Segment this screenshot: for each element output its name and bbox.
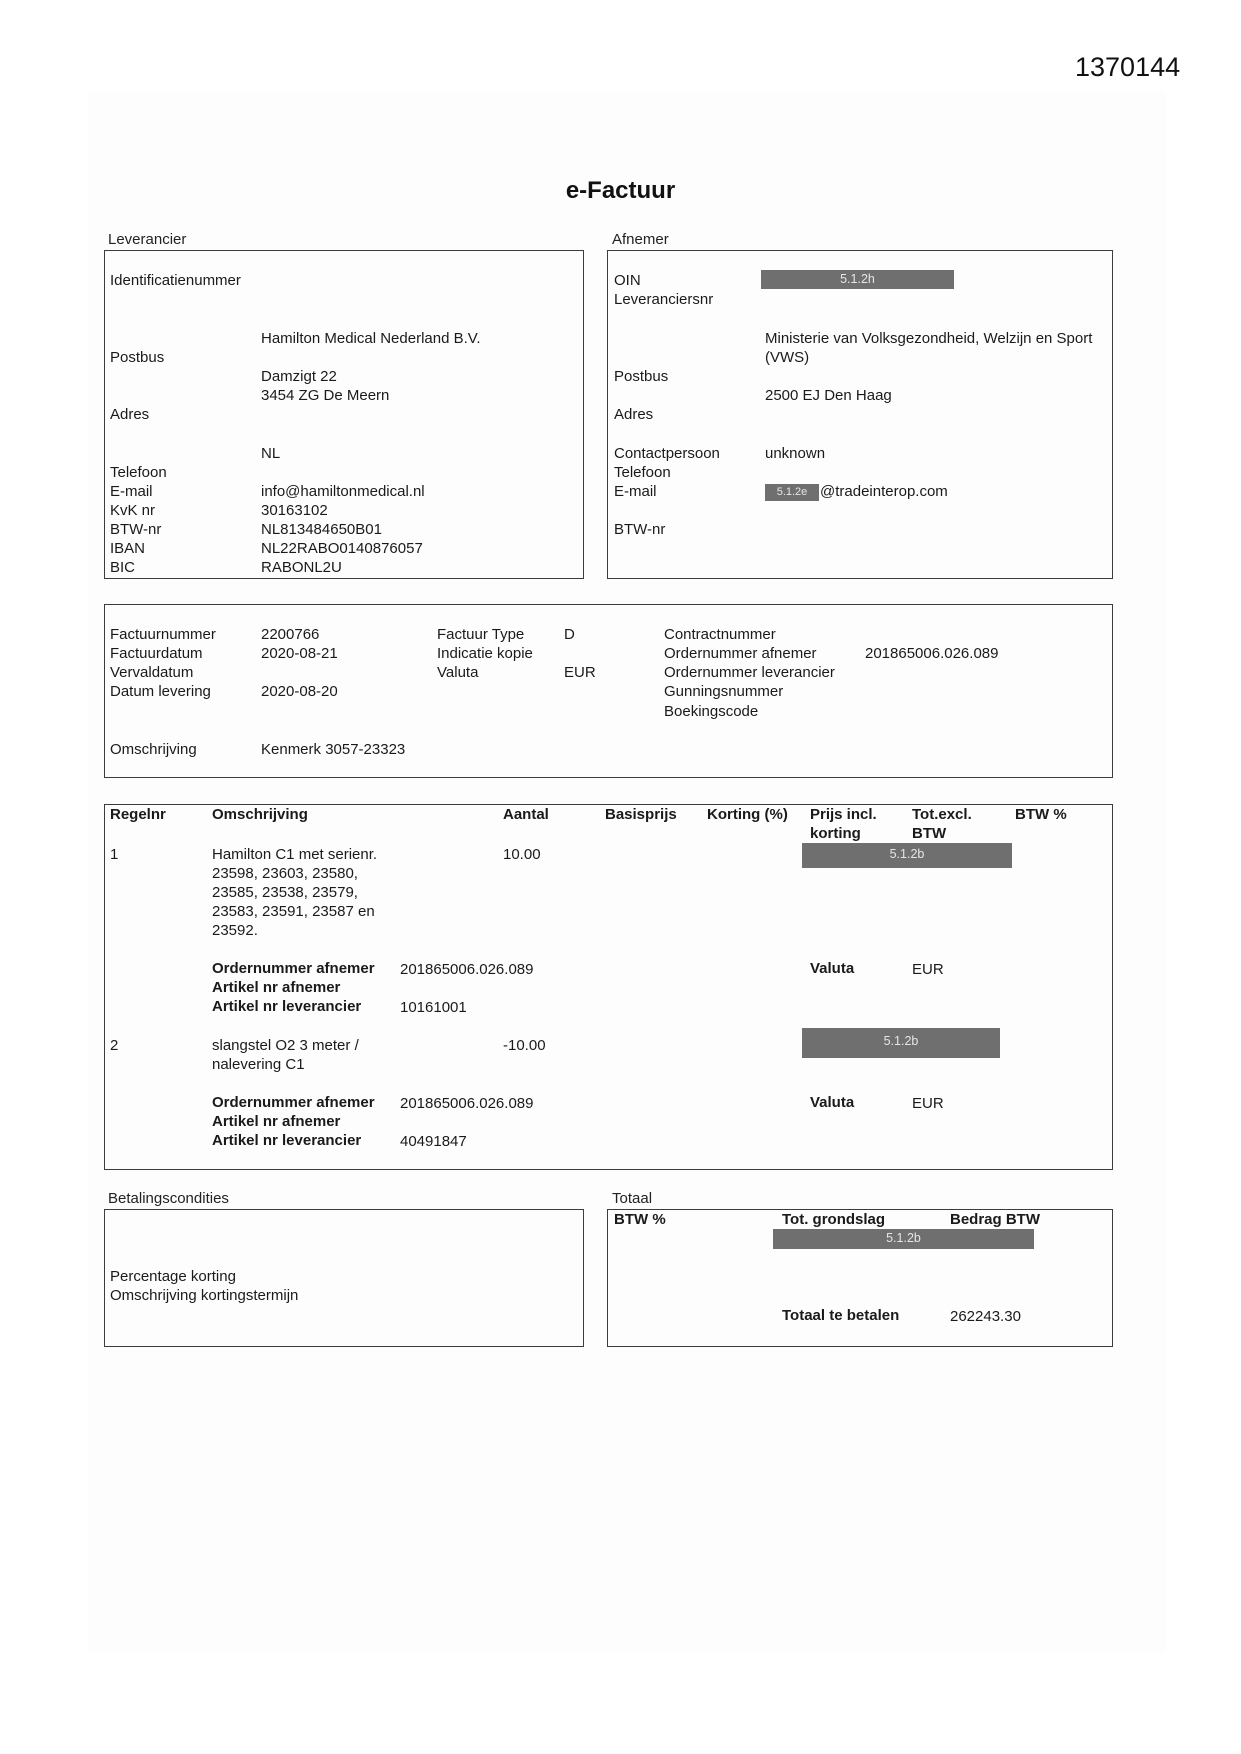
line-1-aantal: 10.00 xyxy=(503,846,541,863)
line-1-artikel-leverancier-value: 10161001 xyxy=(400,999,467,1016)
valuta-value: EUR xyxy=(564,664,596,681)
supplier-telefoon-label: Telefoon xyxy=(110,464,167,481)
totals-section-label: Totaal xyxy=(612,1190,653,1207)
document-title: e-Factuur xyxy=(565,177,676,204)
factuur-type-value: D xyxy=(564,626,575,643)
totals-bedrag-header: Bedrag BTW xyxy=(950,1211,1040,1228)
line-1-artikel-leverancier-label: Artikel nr leverancier xyxy=(212,998,362,1015)
customer-oin-label: OIN xyxy=(614,272,641,289)
line-2-artikel-leverancier-label: Artikel nr leverancier xyxy=(212,1132,362,1149)
ordernummer-leverancier-label: Ordernummer leverancier xyxy=(664,664,835,681)
factuurnummer-label: Factuurnummer xyxy=(110,626,216,643)
line-2-artikel-leverancier-value: 40491847 xyxy=(400,1133,467,1150)
valuta-label: Valuta xyxy=(437,664,479,681)
supplier-btw: NL813484650B01 xyxy=(261,521,382,538)
invoice-info-box xyxy=(104,604,1113,778)
omschrijving-value: Kenmerk 3057-23323 xyxy=(261,741,406,758)
line-2-ordernummer-label: Ordernummer afnemer xyxy=(212,1094,375,1111)
totals-btw-header: BTW % xyxy=(614,1211,666,1228)
header-korting: Korting (%) xyxy=(707,806,788,823)
line-2-redaction: 5.1.2b xyxy=(802,1028,1000,1058)
supplier-email-label: E-mail xyxy=(110,483,153,500)
payment-section-label: Betalingscondities xyxy=(108,1190,229,1207)
document-number: 1370144 xyxy=(1075,52,1181,82)
line-1-desc: 23583, 23591, 23587 en xyxy=(212,903,375,920)
datum-levering-value: 2020-08-20 xyxy=(261,683,338,700)
total-value: 262243.30 xyxy=(950,1308,1021,1325)
header-aantal: Aantal xyxy=(503,806,549,823)
email-redaction: 5.1.2e xyxy=(765,484,819,501)
line-2-valuta-label: Valuta xyxy=(810,1094,855,1111)
line-1-redaction: 5.1.2b xyxy=(802,843,1012,868)
oin-redaction: 5.1.2h xyxy=(761,270,954,289)
customer-email-label: E-mail xyxy=(614,483,657,500)
customer-postal-city: 2500 EJ Den Haag xyxy=(765,387,892,404)
customer-telefoon-label: Telefoon xyxy=(614,464,671,481)
header-prijs-incl: Prijs incl. xyxy=(810,806,877,823)
header-basisprijs: Basisprijs xyxy=(605,806,677,823)
supplier-bic-label: BIC xyxy=(110,559,136,576)
supplier-bic: RABONL2U xyxy=(261,559,342,576)
customer-email-domain: @tradeinterop.com xyxy=(820,483,948,500)
line-1-ordernummer-label: Ordernummer afnemer xyxy=(212,960,375,977)
customer-contact-label: Contactpersoon xyxy=(614,445,720,462)
total-label: Totaal te betalen xyxy=(782,1307,900,1324)
line-2-desc: slangstel O2 3 meter / xyxy=(212,1037,359,1054)
contractnummer-label: Contractnummer xyxy=(664,626,776,643)
header-prijs-incl-korting: korting xyxy=(810,825,861,842)
header-btw: BTW % xyxy=(1015,806,1067,823)
supplier-postbus-label: Postbus xyxy=(110,349,165,366)
totals-redaction: 5.1.2b xyxy=(773,1229,1034,1249)
indicatie-kopie-label: Indicatie kopie xyxy=(437,645,533,662)
header-omschrijving: Omschrijving xyxy=(212,806,308,823)
supplier-kvk-label: KvK nr xyxy=(110,502,156,519)
factuur-type-label: Factuur Type xyxy=(437,626,525,643)
line-1-desc: Hamilton C1 met serienr. xyxy=(212,846,378,863)
supplier-iban-label: IBAN xyxy=(110,540,146,557)
supplier-btw-label: BTW-nr xyxy=(110,521,162,538)
supplier-kvk: 30163102 xyxy=(261,502,328,519)
supplier-id-label: Identificatienummer xyxy=(110,272,241,289)
factuurdatum-label: Factuurdatum xyxy=(110,645,203,662)
line-1-valuta-label: Valuta xyxy=(810,960,855,977)
line-1-artikel-afnemer-label: Artikel nr afnemer xyxy=(212,979,341,996)
customer-section-label: Afnemer xyxy=(612,231,669,248)
customer-contact: unknown xyxy=(765,445,826,462)
line-2-aantal: -10.00 xyxy=(503,1037,546,1054)
supplier-postal-city: 3454 ZG De Meern xyxy=(261,387,390,404)
supplier-iban: NL22RABO0140876057 xyxy=(261,540,423,557)
vervaldatum-label: Vervaldatum xyxy=(110,664,194,681)
header-tot-excl-btw: BTW xyxy=(912,825,947,842)
customer-name: Ministerie van Volksgezondheid, Welzijn en Sport (VWS) xyxy=(765,330,1093,366)
line-1-ordernummer-value: 201865006.026.089 xyxy=(400,961,534,978)
line-2-ordernummer-value: 201865006.026.089 xyxy=(400,1095,534,1112)
line-1-valuta-value: EUR xyxy=(912,961,944,978)
line-2-desc: nalevering C1 xyxy=(212,1056,305,1073)
line-2-nr: 2 xyxy=(110,1037,119,1054)
gunningsnummer-label: Gunningsnummer xyxy=(664,683,784,700)
line-1-desc: 23592. xyxy=(212,922,258,939)
factuurdatum-value: 2020-08-21 xyxy=(261,645,338,662)
supplier-street: Damzigt 22 xyxy=(261,368,337,385)
supplier-email: info@hamiltonmedical.nl xyxy=(261,483,425,500)
supplier-country: NL xyxy=(261,445,281,462)
boekingscode-label: Boekingscode xyxy=(664,703,759,720)
customer-btw-label: BTW-nr xyxy=(614,521,666,538)
omschrijving-label: Omschrijving xyxy=(110,741,197,758)
customer-adres-label: Adres xyxy=(614,406,654,423)
supplier-adres-label: Adres xyxy=(110,406,150,423)
omschrijving-kortingstermijn-label: Omschrijving kortingstermijn xyxy=(110,1287,299,1304)
ordernummer-afnemer-value: 201865006.026.089 xyxy=(865,645,999,662)
customer-postbus-label: Postbus xyxy=(614,368,669,385)
header-tot-excl: Tot.excl. xyxy=(912,806,972,823)
percentage-korting-label: Percentage korting xyxy=(110,1268,236,1285)
totals-grondslag-header: Tot. grondslag xyxy=(782,1211,886,1228)
line-1-desc: 23598, 23603, 23580, xyxy=(212,865,358,882)
line-2-artikel-afnemer-label: Artikel nr afnemer xyxy=(212,1113,341,1130)
customer-leveranciersnr-label: Leveranciersnr xyxy=(614,291,714,308)
line-2-valuta-value: EUR xyxy=(912,1095,944,1112)
datum-levering-label: Datum levering xyxy=(110,683,211,700)
ordernummer-afnemer-label: Ordernummer afnemer xyxy=(664,645,817,662)
line-1-nr: 1 xyxy=(110,846,119,863)
supplier-section-label: Leverancier xyxy=(108,231,187,248)
line-1-desc: 23585, 23538, 23579, xyxy=(212,884,358,901)
header-regelnr: Regelnr xyxy=(110,806,166,823)
supplier-name: Hamilton Medical Nederland B.V. xyxy=(261,330,481,347)
factuurnummer-value: 2200766 xyxy=(261,626,320,643)
